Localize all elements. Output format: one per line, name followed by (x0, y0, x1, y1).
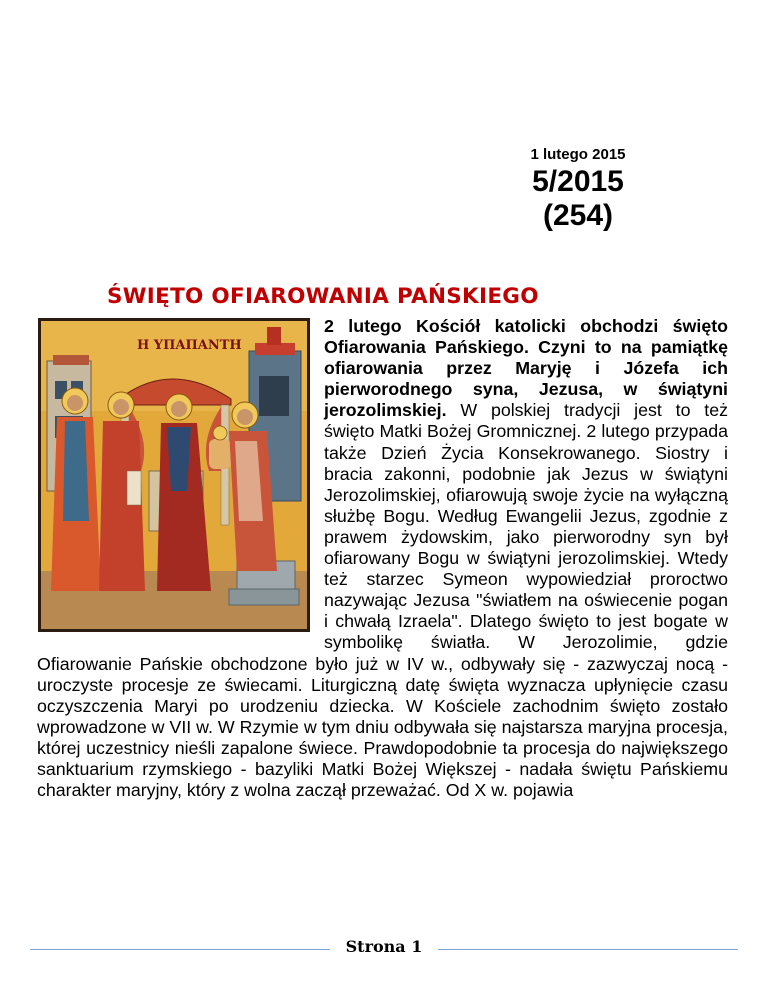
issue-header (498, 146, 658, 233)
article-title: ŚWIĘTO OFIAROWANIA PAŃSKIEGO (107, 284, 539, 309)
article-lead: 2 lutego Kościół katolicki obchodzi święto Ofiarowania Pańskiego. Czyni to na pamiątkę ofiarowania przez Maryję i Józefa ich pierworodnego syna, Jezusa, w świątyni jerozolimskiej. (324, 316, 728, 421)
issue-date: 1 lutego 2015 (530, 146, 626, 163)
footer-rule-left (30, 949, 330, 950)
article-body-text: W polskiej tradycji jest to też święto Matki Bożej Gromnicznej. 2 lutego przypada także Dzień Życia Konsekrowanego. Siostry i bracia zakonni, podobnie jak Jezus w świątyni Jerozolimskiej, ofiarowują swoje życie na wyłączną służbę Bogu. Według Ewangelii Jezus, zgodnie z prawem żydowskim, jako pierworodny syn był ofiarowany Bogu w świątyni jerozolimskiej. Wtedy też starzec Symeon wypowiedział proroctwo nazywając Jezusa "światłem na oświecenie pogan i chwałą Izraela". Dlatego święto to jest bogate w symbolikę światła. W Jerozolimie, gdzie Ofiarowanie Pańskie obchodzone było już w IV w., odbywały się - zazwyczaj nocą - uroczyste procesje ze świecami. Liturgiczną datę święta wyznacza upłynięcie czasu oczyszczenia Maryi po urodzeniu dziecka. W Kościele zachodnim święto zostało wprowadzone w VII w. W Rzymie w tym dniu odbywała się najstarsza maryjna procesja, której uczestnicy nieśli zapalone świece. Prawdopodobnie ta procesja do największego sanktuarium rzymskiego - bazyliki Matki Bożej Większej - nadała świętu Pańskiemu charakter maryjny, który z wolna zaczął przeważać. Od X w. pojawia (37, 400, 728, 801)
article-body (37, 316, 728, 801)
icon-inscription: Η ΥΠΑΠΑΝΤΗ (137, 338, 242, 353)
footer-rule-right (438, 949, 738, 950)
page-number: Strona 1 (345, 937, 423, 956)
image-wrap-spacer (37, 316, 324, 634)
issue-number: 5/2015 (254) (532, 165, 624, 232)
